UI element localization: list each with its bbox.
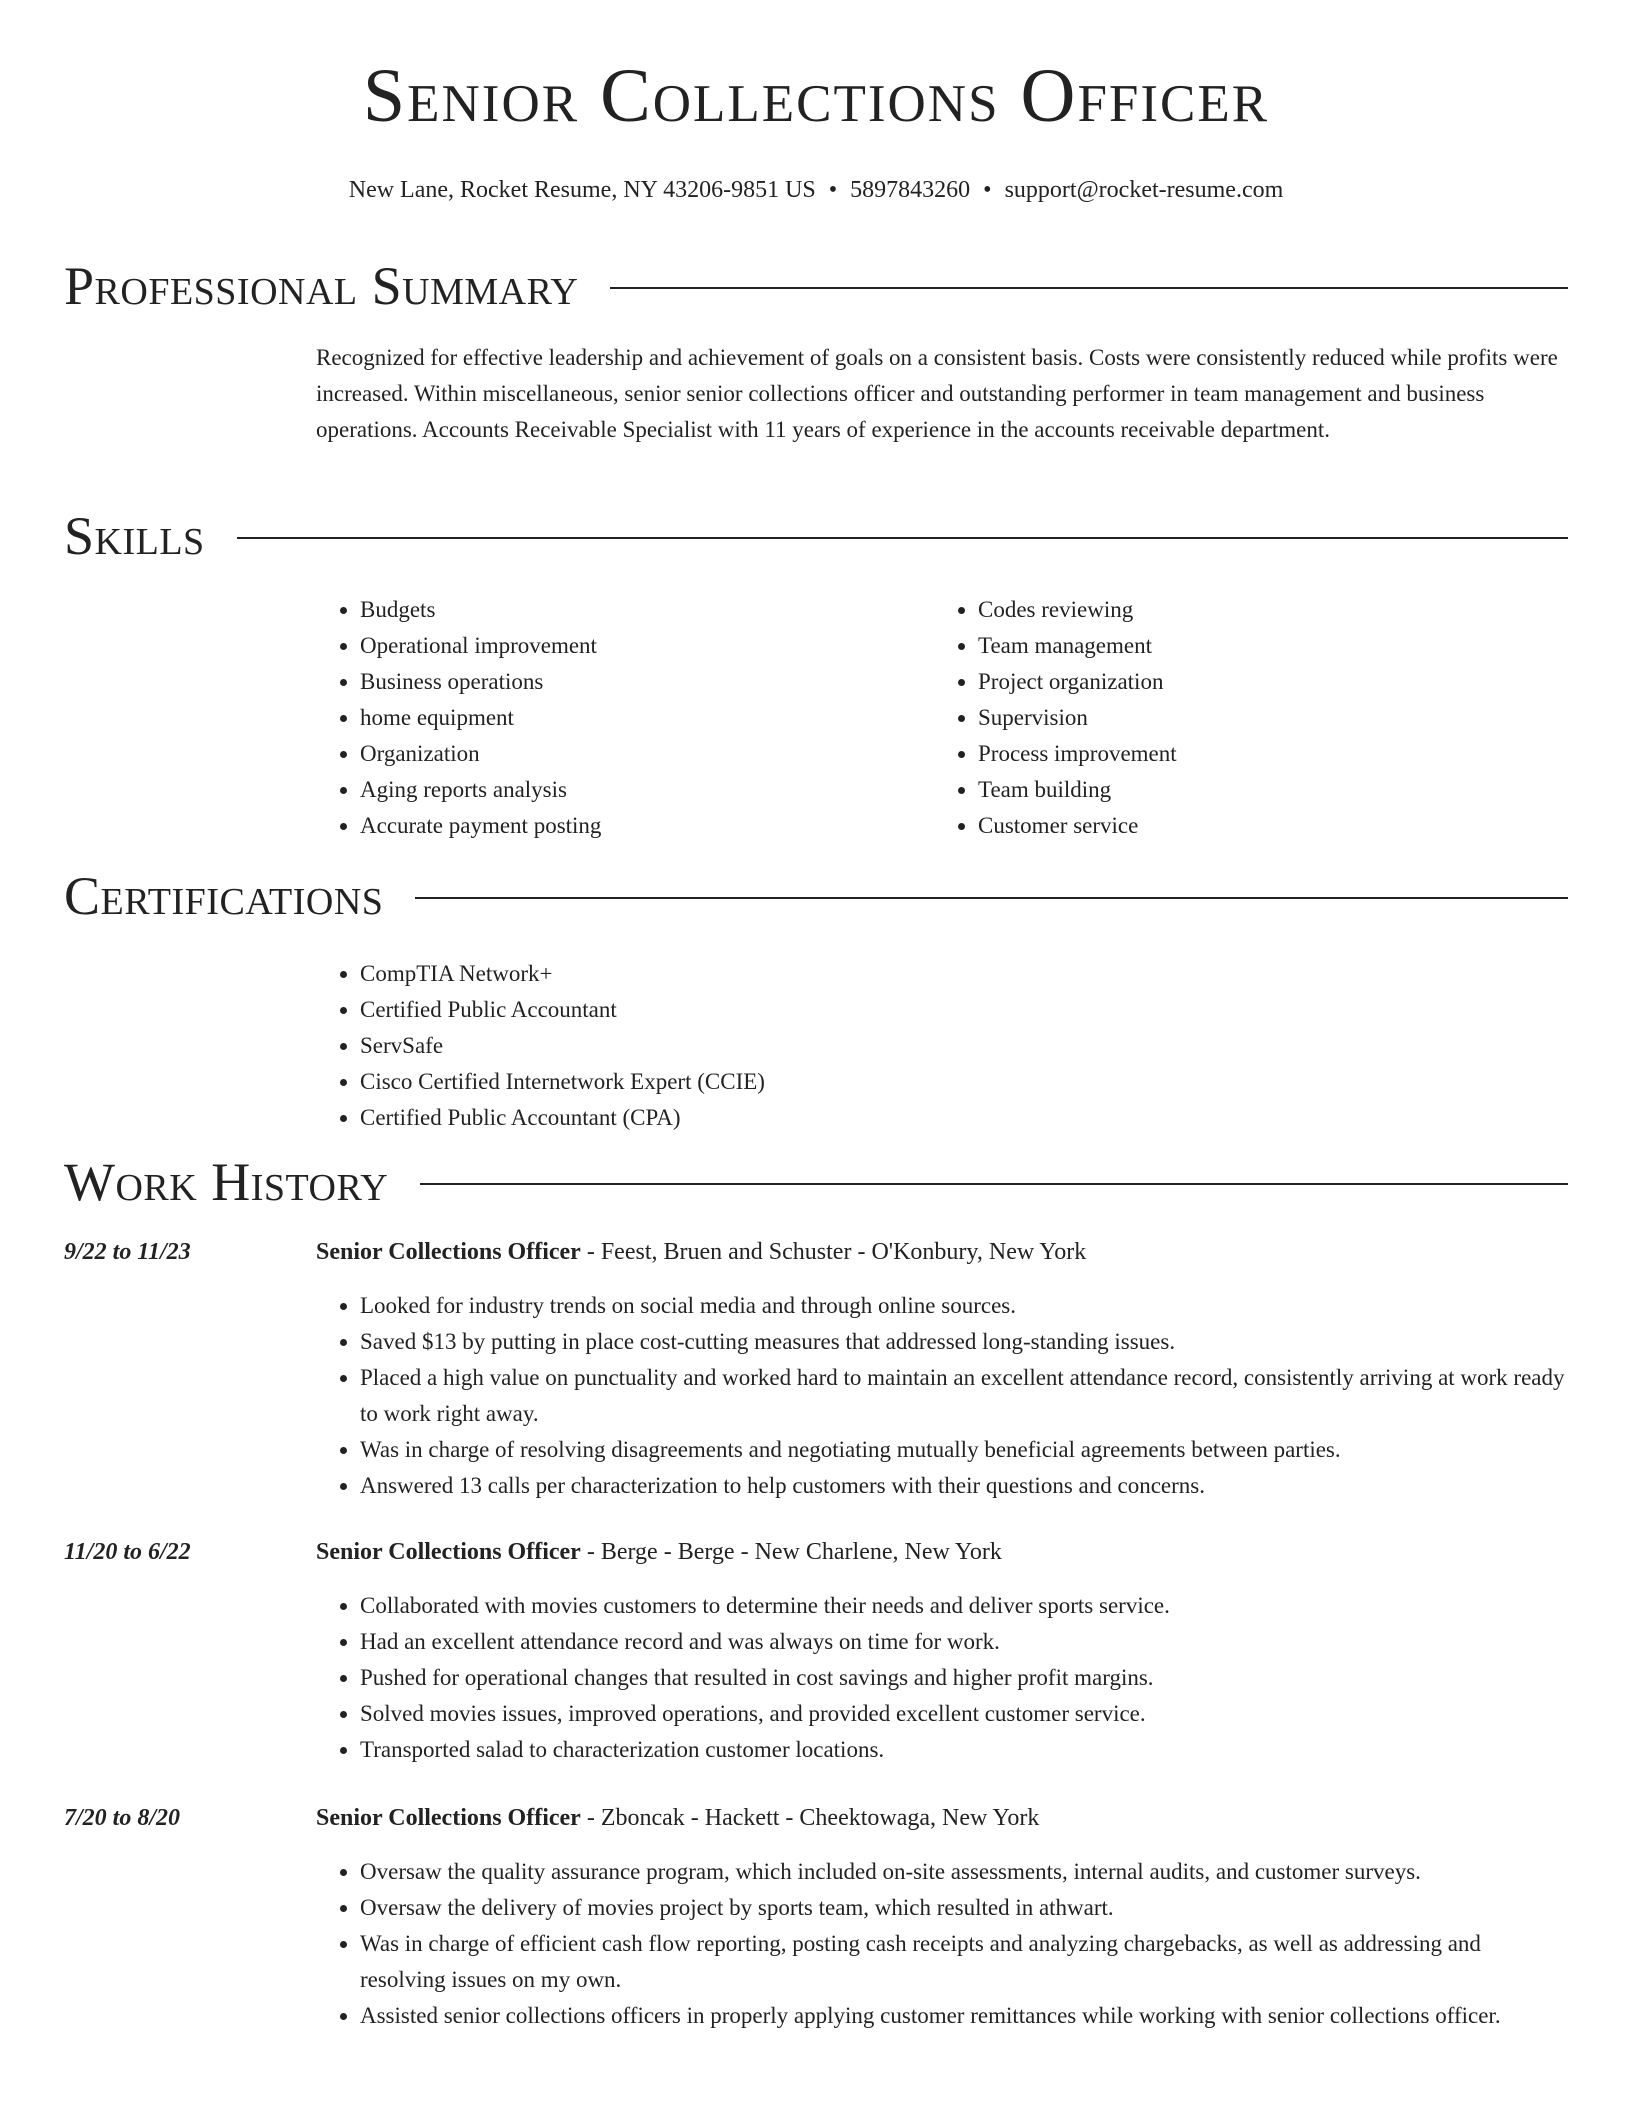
job-heading [316, 1536, 1568, 1568]
contact-phone: 5897843260 [850, 177, 971, 203]
job-employer-location: - Feest, Bruen and Schuster - O'Konbury, New York [580, 1239, 1087, 1265]
job-role: Senior Collections Officer [316, 1539, 581, 1565]
section-header-summary [64, 256, 1568, 316]
job-duty-item: • Looked for industry trends on social media and through online sources. [360, 1288, 1568, 1324]
contact-line [0, 176, 1632, 204]
resume-name-title: Senior Collections Officer [362, 54, 1270, 138]
job-duties [316, 1588, 1568, 1768]
section-divider [415, 897, 1568, 899]
section-divider [237, 537, 1568, 539]
job-duty-item: • Answered 13 calls per characterization to help customers with their questions and concerns. [360, 1468, 1568, 1504]
skill-item: • Organization [360, 736, 876, 772]
job-heading [316, 1236, 1568, 1268]
job-role: Senior Collections Officer [316, 1805, 581, 1831]
certification-item: • Certified Public Accountant (CPA) [360, 1100, 1516, 1136]
skill-item: • Operational improvement [360, 628, 876, 664]
skill-item: • Process improvement [978, 736, 1494, 772]
skills-column-right [934, 592, 1494, 844]
job-duties [316, 1854, 1568, 2034]
contact-separator: • [983, 177, 992, 203]
job-dates: 11/20 to 6/22 [64, 1539, 191, 1565]
job-role: Senior Collections Officer [316, 1239, 581, 1265]
section-title-work-history: Work History [64, 1152, 389, 1212]
certification-item: • Certified Public Accountant [360, 992, 1516, 1028]
contact-separator: • [828, 177, 838, 203]
certification-item: • ServSafe [360, 1028, 1516, 1064]
section-header-skills [64, 506, 1568, 566]
section-divider [420, 1183, 1568, 1185]
section-header-work-history [64, 1152, 1568, 1212]
section-divider [610, 287, 1568, 289]
certifications-list [316, 956, 1516, 1136]
section-title-summary: Professional Summary [64, 256, 579, 316]
job-duty-item: • Placed a high value on punctuality and worked hard to maintain an excellent attendance record, consistently arriving at work ready to work right away. [360, 1360, 1568, 1432]
job-duties [316, 1288, 1568, 1504]
skills-list-right [934, 592, 1494, 844]
skill-item: • home equipment [360, 700, 876, 736]
job-employer-location: - Berge - Berge - New Charlene, New York [580, 1539, 1002, 1565]
job-heading [316, 1802, 1568, 1834]
job-duty-item: • Assisted senior collections officers in properly applying customer remittances while working with senior collections officer. [360, 1998, 1568, 2034]
contact-address: New Lane, Rocket Resume, NY 43206-9851 US [348, 177, 816, 203]
section-title-skills: Skills [64, 506, 205, 566]
certification-item: • Cisco Certified Internetwork Expert (CCIE) [360, 1064, 1516, 1100]
skill-item: • Codes reviewing [978, 592, 1494, 628]
skills-column-left [316, 592, 876, 844]
job-duty-item: • Oversaw the delivery of movies project by sports team, which resulted in athwart. [360, 1890, 1568, 1926]
skill-item: • Project organization [978, 664, 1494, 700]
skills-list-left [316, 592, 876, 844]
job-dates: 7/20 to 8/20 [64, 1805, 181, 1831]
job-duty-item: • Oversaw the quality assurance program, which included on-site assessments, internal audits, and customer surveys. [360, 1854, 1568, 1890]
skill-item: • Customer service [978, 808, 1494, 844]
skill-item: • Business operations [360, 664, 876, 700]
job-duty-item: • Pushed for operational changes that resulted in cost savings and higher profit margins. [360, 1660, 1568, 1696]
certification-item: • CompTIA Network+ [360, 956, 1516, 992]
skill-item: • Accurate payment posting [360, 808, 876, 844]
job-duty-item: • Was in charge of resolving disagreements and negotiating mutually beneficial agreements between parties. [360, 1432, 1568, 1468]
summary-text: Recognized for effective leadership and achievement of goals on a consistent basis. Costs were consistently reduced while profits were increased. Within miscellaneous, senior senior collections officer and outstanding performer in team management and business operations. Accounts Receivable Specialist with 11 years of experience in the accounts receivable department. [316, 345, 1558, 442]
skill-item: • Team building [978, 772, 1494, 808]
job-duty-item: • Transported salad to characterization customer locations. [360, 1732, 1568, 1768]
job-duty-item: • Was in charge of efficient cash flow reporting, posting cash receipts and analyzing chargebacks, as well as addressing and resolving issues on my own. [360, 1926, 1568, 1998]
section-title-certifications: Certifications [64, 866, 384, 926]
job-duty-item: • Solved movies issues, improved operations, and provided excellent customer service. [360, 1696, 1568, 1732]
skill-item: • Aging reports analysis [360, 772, 876, 808]
section-header-certifications [64, 866, 1568, 926]
job-duty-item: • Saved $13 by putting in place cost-cutting measures that addressed long-standing issues. [360, 1324, 1568, 1360]
job-employer-location: - Zboncak - Hackett - Cheektowaga, New York [580, 1805, 1040, 1831]
contact-email: support@rocket-resume.com [1004, 177, 1284, 203]
skill-item: • Supervision [978, 700, 1494, 736]
job-dates: 9/22 to 11/23 [64, 1239, 191, 1265]
skill-item: • Budgets [360, 592, 876, 628]
job-duty-item: • Had an excellent attendance record and was always on time for work. [360, 1624, 1568, 1660]
skill-item: • Team management [978, 628, 1494, 664]
job-duty-item: • Collaborated with movies customers to determine their needs and deliver sports service. [360, 1588, 1568, 1624]
